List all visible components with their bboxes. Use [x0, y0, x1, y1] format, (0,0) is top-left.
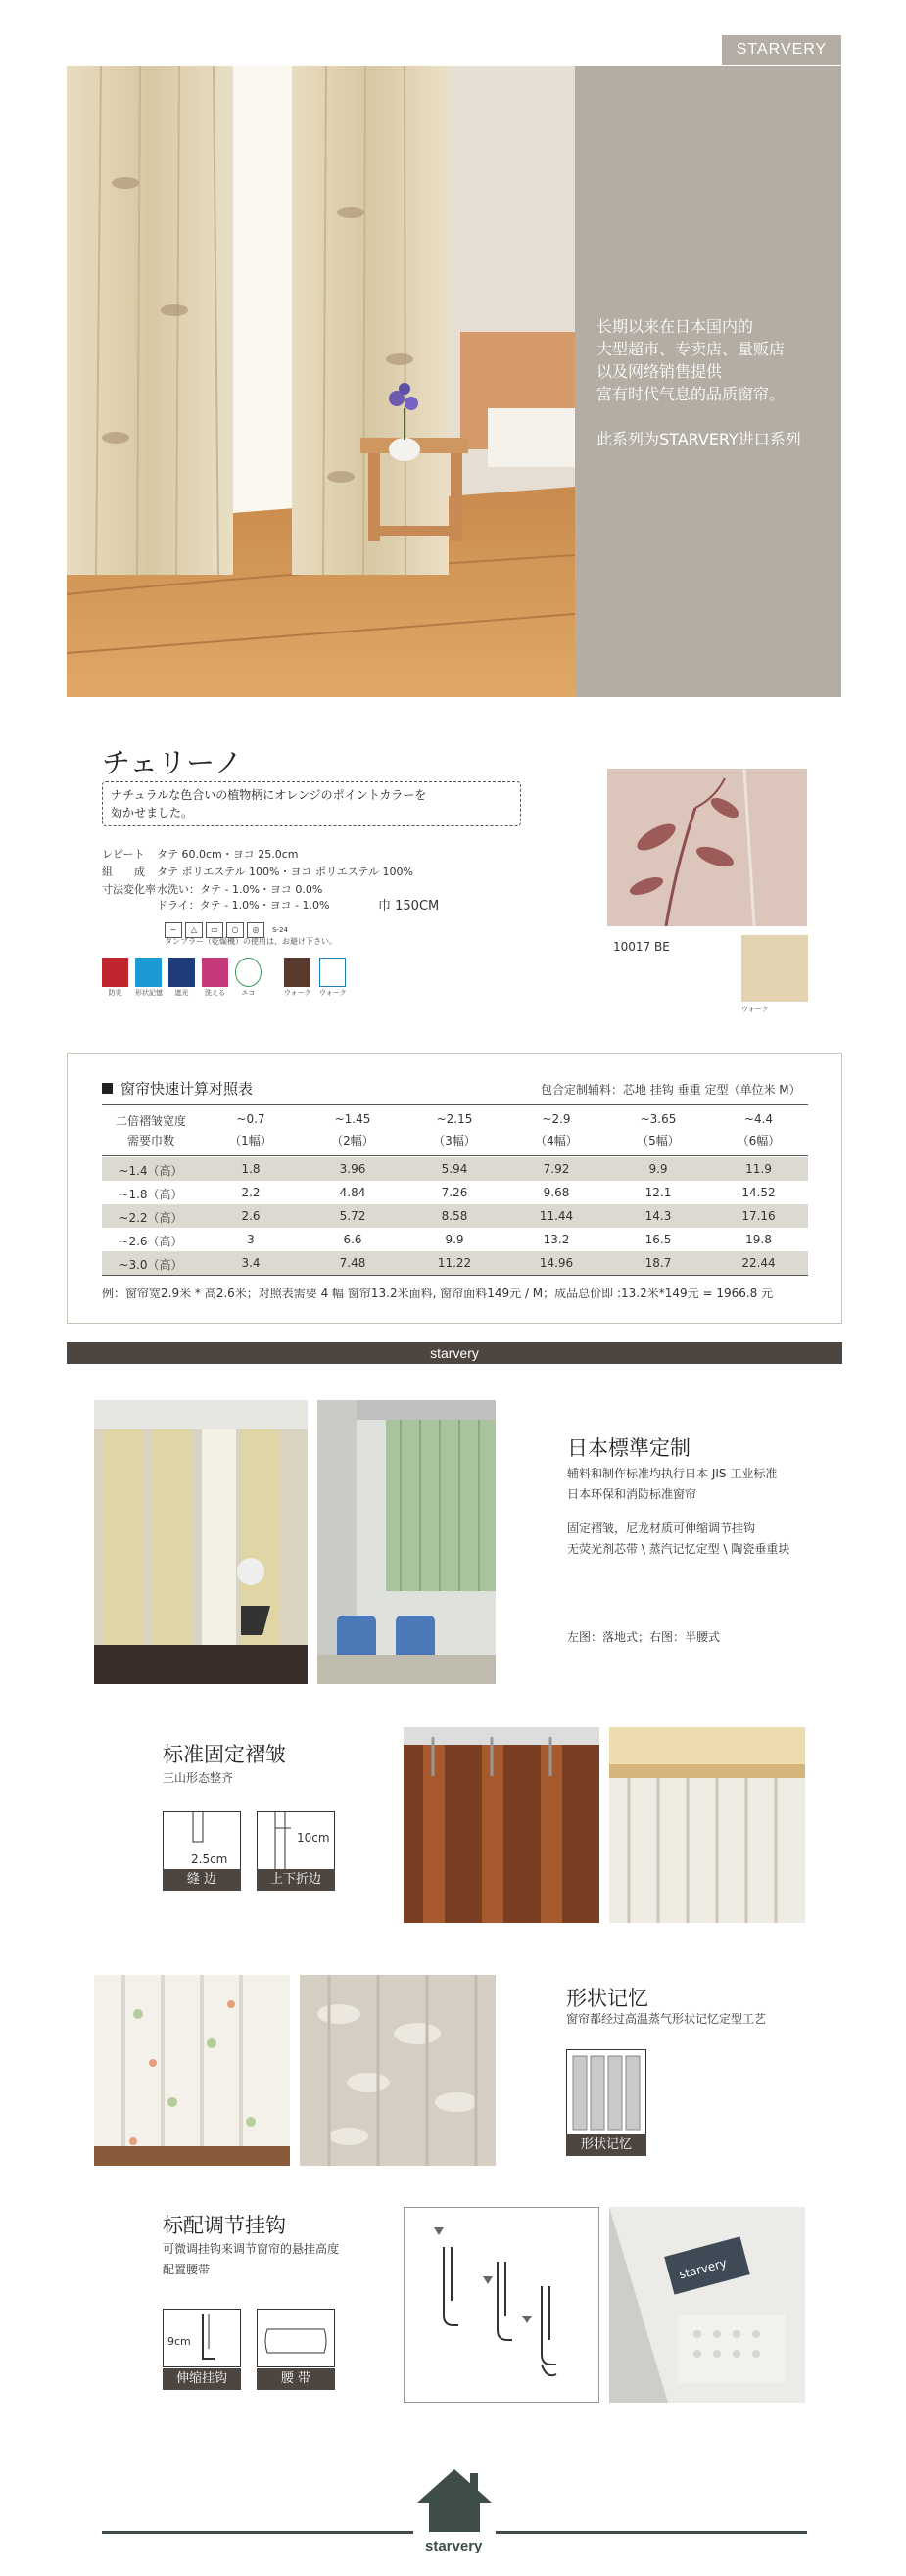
feature-caption: 形状記憶: [135, 989, 163, 997]
hook-tag-photo: [609, 2207, 805, 2403]
hook-dimension: 9cm: [167, 2335, 191, 2348]
row-value: 7.26: [441, 1186, 468, 1199]
row-value: 14.52: [741, 1186, 776, 1199]
footer-line-right: [496, 2531, 807, 2534]
row-value: 16.5: [644, 1233, 672, 1246]
row-value: 18.7: [644, 1256, 672, 1270]
spec-value: タテ 60.0cm・ヨコ 25.0cm: [157, 848, 299, 861]
row-value: 5.94: [441, 1162, 468, 1176]
feature-walk: [284, 958, 310, 998]
fabric-width: 巾 150CM: [378, 899, 440, 913]
table-row: [102, 1251, 808, 1275]
row-value: 7.92: [543, 1162, 570, 1176]
table-rule: [102, 1275, 808, 1276]
col-width: ~0.7: [236, 1112, 265, 1126]
fold-diagram: [257, 1811, 335, 1870]
swatch-code: 10017 BE: [613, 940, 670, 954]
memory-diagram: [566, 2049, 646, 2136]
row-value: 3.4: [241, 1256, 261, 1270]
table-rule: [102, 1155, 808, 1156]
row-value: 5.72: [339, 1209, 366, 1223]
brand-tag: STARVERY: [722, 35, 841, 65]
col-panels: （3幅）: [433, 1134, 476, 1147]
feature-walk-2: [319, 958, 346, 998]
row-value: 2.6: [241, 1209, 261, 1223]
eco-icon: [235, 958, 262, 987]
hook-label: 伸缩挂钩: [163, 2368, 241, 2390]
memory-subtitle: 窗帘都经过高温蒸气形状记忆定型工艺: [566, 2012, 767, 2026]
table-note: 包合定制辅料：芯地 挂钩 垂重 定型（单位米 M）: [541, 1083, 801, 1097]
fold-dimension: 10cm: [297, 1831, 330, 1845]
hero-line: 大型超市、专卖店、量贩店: [596, 340, 786, 358]
table-row: [102, 1181, 808, 1204]
feature-caption: エコ: [241, 989, 256, 997]
floor-length-photo: [94, 1400, 308, 1684]
spec-value: タテ ポリエステル 100%・ヨコ ポリエステル 100%: [157, 866, 413, 878]
row-value: 17.16: [741, 1209, 776, 1223]
feature-caption: ウォーク: [319, 989, 347, 997]
house-icon: [415, 2467, 494, 2540]
feature-memory: [135, 958, 162, 998]
tumble-icon: ◎: [247, 922, 264, 938]
col-width: ~1.45: [334, 1112, 371, 1126]
square-bullet-icon: [102, 1083, 113, 1094]
spec-repeat: [102, 846, 299, 862]
dry-clean-icon: ○: [226, 922, 244, 938]
valance-photo: [609, 1727, 805, 1923]
hook-steps-diagram: [404, 2207, 599, 2403]
hook-title: 标配调节挂钩: [163, 2214, 286, 2237]
jis-caption: 左图：落地式；右图：半腰式: [567, 1630, 721, 1644]
mini-swatch: [741, 935, 808, 1002]
bleach-icon: △: [185, 922, 203, 938]
hem-diagram: [163, 1811, 241, 1870]
hero-line: 富有时代气息的品质窗帘。: [596, 385, 786, 403]
table-row: [102, 1204, 808, 1228]
walk-icon: [319, 958, 346, 987]
row-value: 12.1: [644, 1186, 672, 1199]
header-label: 需要巾数: [126, 1134, 174, 1147]
mini-caption: ウォーク: [741, 1006, 769, 1013]
table-row: [102, 1157, 808, 1181]
feature-washable: [202, 958, 228, 998]
feature-caption: 防炎: [108, 989, 122, 997]
blackout-icon: [168, 958, 195, 987]
hook-text: [163, 2239, 339, 2280]
belt-diagram: [257, 2309, 335, 2367]
spec-composition: [102, 864, 413, 879]
row-height: ~2.2（高）: [119, 1211, 183, 1225]
brand-bar: starvery: [67, 1342, 842, 1364]
hero-photo: [67, 66, 575, 697]
jis-title: 日本標準定制: [567, 1436, 691, 1460]
col-width: ~4.4: [743, 1112, 774, 1126]
spec-value: 水洗い：タテ - 1.0%・ヨコ 0.0%: [157, 883, 323, 896]
row-value: 19.8: [745, 1233, 772, 1246]
spec-shrink-dry: ドライ：タテ - 1.0%・ヨコ - 1.0%: [157, 899, 330, 912]
row-value: 9.68: [543, 1186, 570, 1199]
spec-shrink: [102, 881, 322, 897]
table-title: [102, 1078, 253, 1099]
row-value: 7.48: [339, 1256, 366, 1270]
hero-text: [596, 315, 832, 450]
table-rule: [102, 1104, 808, 1105]
memory-photo-2: [300, 1975, 496, 2166]
row-value: 11.9: [745, 1162, 772, 1176]
col-panels: （1幅）: [229, 1134, 272, 1147]
row-height: ~3.0（高）: [119, 1258, 183, 1272]
iron-icon: ▭: [206, 922, 223, 938]
table-title-text: 窗帘快速计算对照表: [120, 1080, 254, 1098]
row-height: ~1.8（高）: [119, 1188, 183, 1201]
hem-label: 缝 边: [163, 1869, 241, 1891]
feature-eco: [235, 958, 262, 998]
washable-icon: [202, 958, 228, 987]
row-value: 3: [247, 1233, 255, 1246]
col-width: ~2.9: [542, 1112, 571, 1126]
row-value: 6.6: [343, 1233, 362, 1246]
calc-example: 例：窗帘宽2.9米 * 高2.6米；对照表需要 4 幅 窗帘13.2米面料, 窗帘面料149元 / M；成品总价即 :13.2米*149元 = 1966.8 元: [102, 1287, 774, 1300]
hero-line: 长期以来在日本国内的: [596, 317, 754, 336]
row-value: 11.44: [539, 1209, 574, 1223]
row-value: 2.2: [241, 1186, 261, 1199]
pleat-title: 标准固定褶皱: [163, 1743, 286, 1766]
row-value: 22.44: [741, 1256, 776, 1270]
jis-line: 固定褶皱，尼龙材质可伸缩调节挂钩: [567, 1522, 756, 1535]
spec-key: 組 成: [102, 866, 145, 878]
jis-text: [567, 1464, 789, 1560]
row-value: 8.58: [441, 1209, 468, 1223]
row-value: 1.8: [241, 1162, 261, 1176]
care-code: S-24: [272, 926, 288, 934]
care-icons: [165, 917, 291, 938]
feature-blackout: [168, 958, 195, 998]
row-value: 9.9: [445, 1233, 464, 1246]
series-note: 此系列为STARVERY进口系列: [596, 430, 801, 448]
spec-key: レピート: [102, 848, 145, 861]
walk-icon: [284, 958, 310, 987]
belt-label: 腰 带: [257, 2368, 335, 2390]
fold-label: 上下折边: [257, 1869, 335, 1891]
row-value: 3.96: [339, 1162, 366, 1176]
row-height: ~2.6（高）: [119, 1235, 183, 1248]
jis-line: 日本环保和消防标准窗帘: [567, 1487, 697, 1501]
row-value: 14.96: [539, 1256, 574, 1270]
row-value: 14.3: [644, 1209, 672, 1223]
jis-line: 辅料和制作标准均执行日本 JIS 工业标准: [567, 1467, 778, 1480]
footer-line-left: [102, 2531, 413, 2534]
table-row: [102, 1228, 808, 1251]
row-value: 4.84: [339, 1186, 366, 1199]
fabric-swatch: [607, 769, 807, 926]
hero-line: 以及网络销售提供: [596, 362, 723, 381]
hem-dimension: 2.5cm: [191, 1852, 228, 1866]
hook-diagram: [163, 2309, 241, 2367]
feature-caption: 遮光: [174, 989, 189, 997]
col-panels: （2幅）: [331, 1134, 374, 1147]
hook-line: 可微调挂钩来调节窗帘的悬挂高度: [163, 2242, 340, 2256]
flame-icon: [102, 958, 128, 987]
pleat-photo: [404, 1727, 599, 1923]
description-line: 効かせました。: [111, 806, 194, 820]
col-width: ~2.15: [436, 1112, 473, 1126]
feature-caption: ウォーク: [284, 989, 311, 997]
footer-brand: starvery: [425, 2538, 483, 2554]
table-header: [102, 1106, 808, 1153]
col-panels: （4幅）: [535, 1134, 578, 1147]
row-value: 13.2: [543, 1233, 570, 1246]
row-height: ~1.4（高）: [119, 1164, 183, 1178]
spec-key: 寸法変化率: [102, 883, 156, 896]
half-length-photo: [317, 1400, 496, 1684]
memory-title: 形状记忆: [566, 1987, 648, 2010]
description-line: ナチュラルな色合いの植物柄にオレンジのポイントカラーを: [111, 788, 427, 802]
memory-icon: [135, 958, 162, 987]
pleat-subtitle: 三山形态整齐: [163, 1771, 234, 1785]
col-panels: （5幅）: [637, 1134, 680, 1147]
feature-caption: 洗える: [205, 989, 225, 997]
col-width: ~3.65: [640, 1112, 677, 1126]
wash-icon: ~: [165, 922, 182, 938]
product-description: [102, 781, 521, 826]
memory-label: 形状记忆: [566, 2134, 646, 2156]
memory-photo-1: [94, 1975, 290, 2166]
header-label: 二倍褶皱宽度: [115, 1114, 186, 1128]
row-value: 9.9: [648, 1162, 668, 1176]
row-value: 11.22: [437, 1256, 472, 1270]
product-name: チェリーノ: [102, 746, 243, 779]
feature-flameproof: [102, 958, 128, 998]
hook-line: 配置腰带: [163, 2263, 211, 2276]
care-note: タンブラー（乾燥機）の使用は、お避け下さい。: [165, 937, 337, 946]
jis-line: 无荧光剂芯带 \ 蒸汽记忆定型 \ 陶瓷垂重块: [567, 1542, 790, 1556]
tag-brand: starvery: [677, 2256, 729, 2282]
col-panels: （6幅）: [737, 1134, 781, 1147]
